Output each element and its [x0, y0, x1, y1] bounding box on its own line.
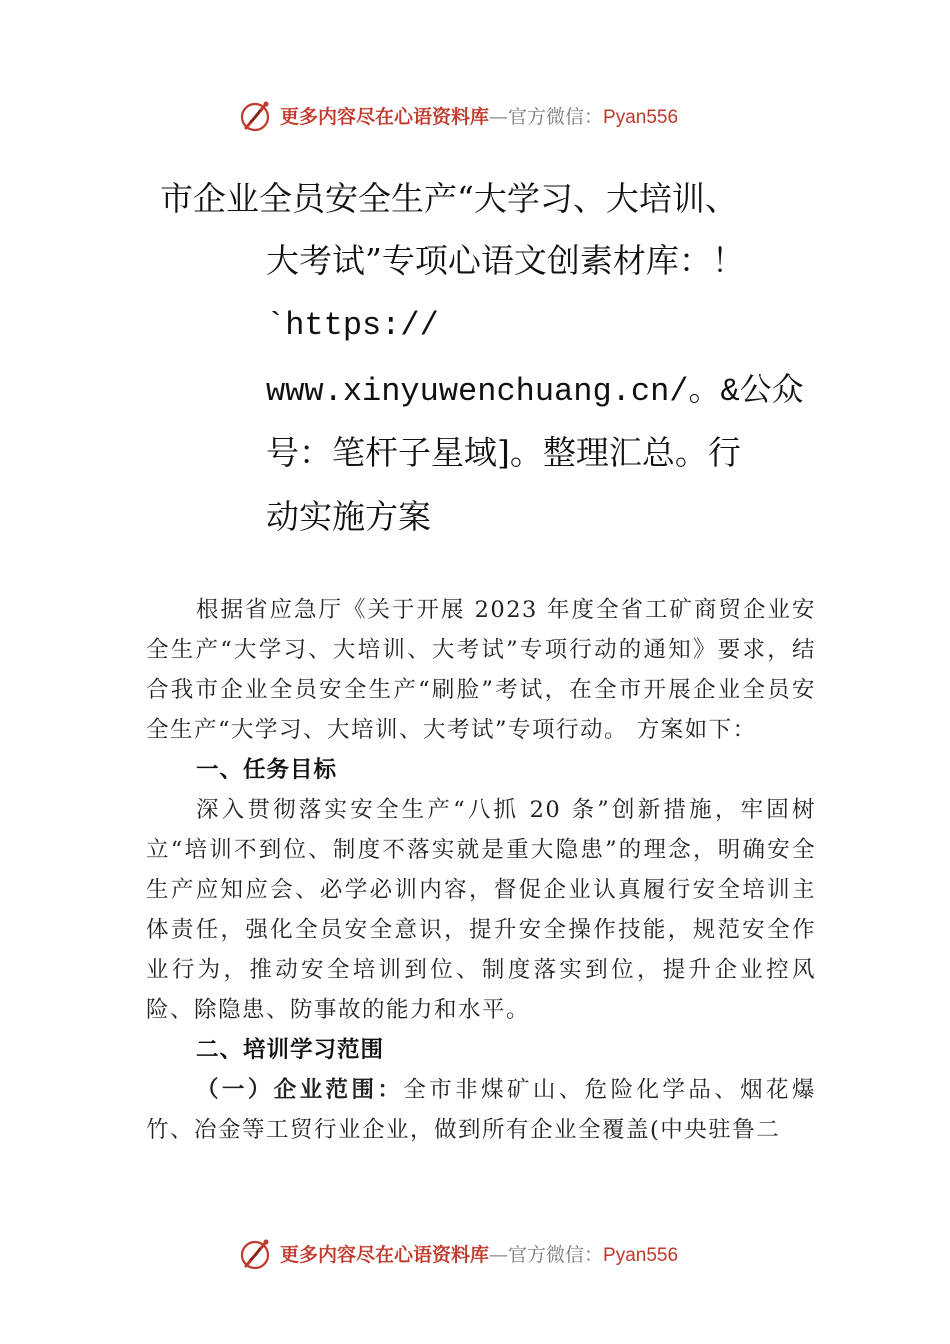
banner-text — [280, 1240, 678, 1267]
banner-wechat-id: Pyan556 — [603, 107, 679, 128]
banner-wechat-label: 官方微信： — [508, 106, 604, 128]
banner-brand: 更多内容尽在心语资料库 — [280, 1244, 490, 1266]
banner-dash: — — [489, 1244, 509, 1266]
title-line-2: 大考试”专项心语文创素材库：！ — [266, 241, 745, 280]
title-line-5: 号：笔杆子星域]。整理汇总。行 — [266, 433, 741, 472]
section-heading-1: 一、任务目标 — [196, 757, 338, 783]
scope-label: （一）企业范围： — [196, 1077, 404, 1103]
section-heading-2: 二、培训学习范围 — [196, 1037, 385, 1063]
footer-banner — [0, 1234, 950, 1274]
banner-dash: — — [489, 106, 509, 128]
title-line-3: `https:// — [266, 307, 439, 344]
scope-text: 全市非煤矿山、危险化学品、烟花爆竹、冶金等工贸行业企业，做到所有企业全覆盖(中央驻鲁二 — [146, 1077, 816, 1143]
title-line-1: 市企业全员安全生产“大学习、大培训、 — [160, 179, 738, 218]
pen-logo-icon — [238, 98, 274, 134]
banner-brand: 更多内容尽在心语资料库 — [280, 106, 490, 128]
title-line-6: 动实施方案 — [266, 497, 431, 536]
banner-text — [280, 102, 678, 129]
paragraph-goals: 深入贯彻落实安全生产“八抓 20 条”创新措施，牢固树立“培训不到位、制度不落实就是重大隐患”的理念，明确安全生产应知应会、必学必训内容，督促企业认真履行安全培训主体责任，强化全员安全意识，提升安全操作技能，规范安全作业行为，推动安全培训到位、制度落实到位，提升企业控风险、除隐患、防事故的能力和水平。 — [146, 797, 816, 1023]
header-banner — [0, 96, 950, 136]
intro-paragraph: 根据省应急厅《关于开展 2023 年度全省工矿商贸企业安全生产“大学习、大培训、大考试”专项行动的通知》要求，结合我市企业全员安全生产“刷脸”考试，在全市开展企业全员安全生产“大学习、大培训、大考试”专项行动。 方案如下： — [146, 597, 816, 743]
title-line-4: www.xinyuwenchuang.cn/。&公众 — [266, 373, 804, 410]
banner-wechat-label: 官方微信： — [508, 1244, 604, 1266]
banner-wechat-id: Pyan556 — [603, 1245, 679, 1266]
pen-logo-icon — [238, 1236, 274, 1272]
paragraph-scope — [146, 1070, 816, 1150]
document-body — [146, 590, 816, 1150]
